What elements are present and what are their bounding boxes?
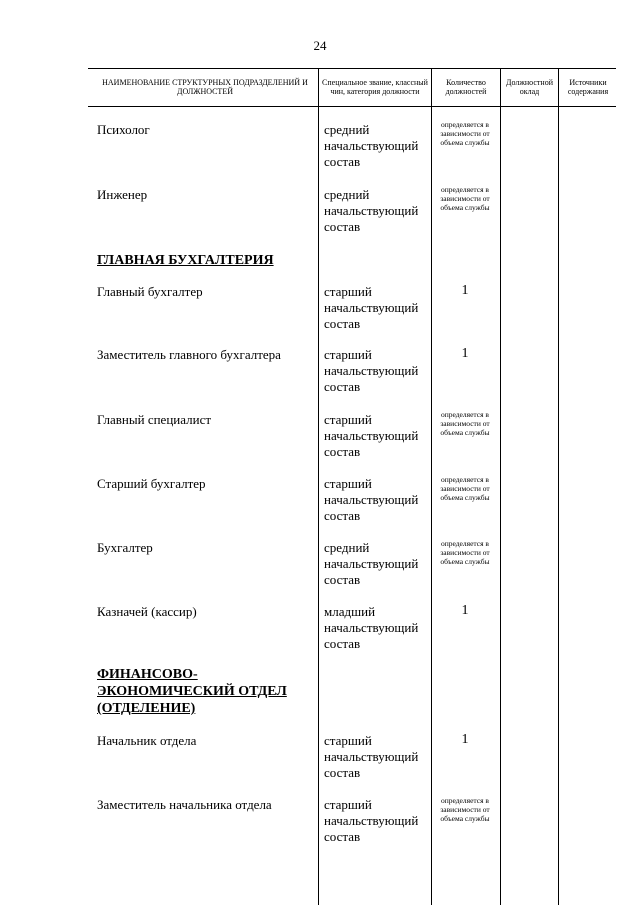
position-category: средний начальствующий состав [324, 540, 419, 587]
position-quantity: определяется в зависимости от объема службы [440, 185, 490, 212]
position-category: старший начальствующий состав [324, 733, 419, 780]
position-name: Заместитель начальника отдела [97, 797, 272, 812]
position-quantity: определяется в зависимости от объема службы [440, 796, 490, 823]
position-quantity: 1 [461, 603, 469, 618]
position-category: младший начальствующий состав [324, 604, 419, 651]
table-header-bottom-border [88, 106, 616, 107]
position-name: Главный специалист [97, 412, 212, 427]
section-heading: ФИНАНСОВО- ЭКОНОМИЧЕСКИЙ ОТДЕЛ (ОТДЕЛЕНИЕ) [97, 667, 287, 716]
position-category: старший начальствующий состав [324, 476, 419, 523]
column-divider-rank [318, 68, 319, 905]
position-quantity: определяется в зависимости от объема службы [440, 120, 490, 147]
position-quantity: определяется в зависимости от объема службы [440, 475, 490, 502]
position-name: Главный бухгалтер [97, 284, 203, 299]
page-number: 24 [313, 38, 327, 53]
position-name: Казначей (кассир) [97, 604, 197, 619]
position-quantity: 1 [461, 283, 469, 298]
position-name: Заместитель главного бухгалтера [97, 347, 281, 362]
column-divider-sources [558, 68, 559, 905]
section-heading: ГЛАВНАЯ БУХГАЛТЕРИЯ [97, 253, 274, 268]
header-rank: Специальное звание, классный чин, категория должности [322, 78, 428, 96]
column-divider-salary [500, 68, 501, 905]
position-quantity: определяется в зависимости от объема службы [440, 539, 490, 566]
position-name: Психолог [97, 122, 150, 137]
position-quantity: определяется в зависимости от объема службы [440, 410, 490, 437]
header-name: НАИМЕНОВАНИЕ СТРУКТУРНЫХ ПОДРАЗДЕЛЕНИЙ И ДОЛЖНОСТЕЙ [102, 78, 308, 96]
position-quantity: 1 [461, 346, 469, 361]
header-salary: Должностной оклад [506, 78, 553, 96]
position-category: средний начальствующий состав [324, 187, 419, 234]
position-name: Начальник отдела [97, 733, 197, 748]
table-top-border [88, 68, 616, 69]
position-name: Старший бухгалтер [97, 476, 206, 491]
header-sources: Источники содержания [567, 78, 609, 96]
position-quantity: 1 [461, 732, 469, 747]
position-name: Инженер [97, 187, 148, 202]
position-category: средний начальствующий состав [324, 122, 419, 169]
position-name: Бухгалтер [97, 540, 153, 555]
position-category: старший начальствующий состав [324, 797, 419, 844]
position-category: старший начальствующий состав [324, 347, 419, 394]
position-category: старший начальствующий состав [324, 412, 419, 459]
position-category: старший начальствующий состав [324, 284, 419, 331]
header-quantity: Количество должностей [445, 78, 487, 96]
